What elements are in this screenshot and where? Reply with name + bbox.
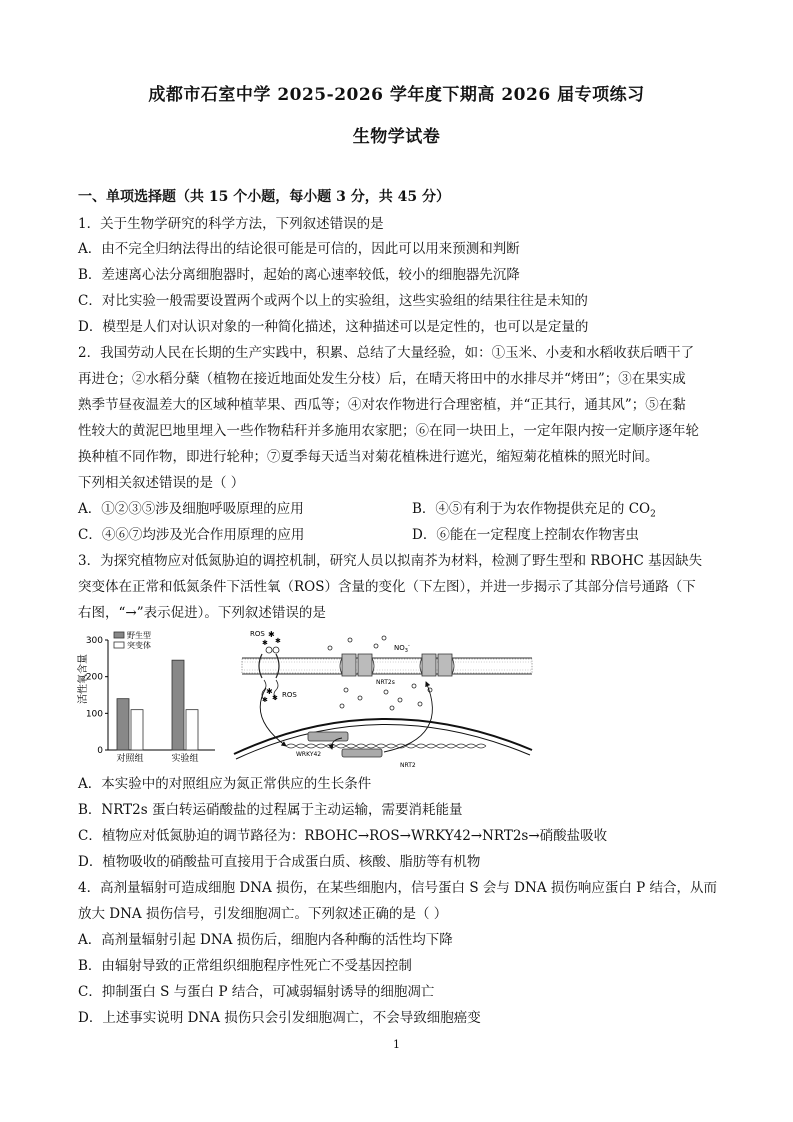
- q4-option-d: D．上述事实说明 DNA 损伤只会引发细胞凋亡，不会导致细胞癌变: [78, 1010, 481, 1026]
- q4-option-a: A．高剂量辐射引起 DNA 损伤后，细胞内各种酶的活性均下降: [78, 932, 453, 948]
- x-category-label: 对照组: [116, 754, 144, 764]
- q3-stem-2: 突变体在正常和低氮条件下活性氧（ROS）含量的变化（下左图），并进一步揭示了其部分信号通路（下: [78, 579, 696, 595]
- q1-option-a: A．由不完全归纳法得出的结论很可能是可信的，因此可以用来预测和判断: [78, 241, 520, 257]
- q2-question: 下列相关叙述错误的是（ ）: [78, 475, 245, 491]
- y-tick-label: 200: [85, 672, 103, 683]
- q2-option-b: B．④⑤有利于为农作物提供充足的 $CO_2$: [412, 501, 656, 520]
- q2-stem-5: 换种植不同作物，即进行轮种；⑦夏季每天适当对菊花植株进行遮光，缩短菊花植株的照光时间。: [78, 449, 659, 465]
- wrky42-gene: [308, 732, 348, 741]
- ros-star-icon: ✱: [262, 696, 268, 704]
- q4-option-c: C．抑制蛋白 S 与蛋白 P 结合，可减弱辐射诱导的细胞凋亡: [78, 984, 435, 1000]
- q4-stem-2: 放大 DNA 损伤信号，引发细胞凋亡。下列叙述正确的是（ ）: [78, 906, 448, 922]
- q1-option-c: C．对比实验一般需要设置两个或两个以上的实验组，这些实验组的结果往往是未知的: [78, 293, 588, 309]
- legend-swatch: [114, 642, 124, 648]
- ros-star-icon: ✱: [268, 630, 275, 639]
- q2-option-c: C．④⑥⑦均涉及光合作用原理的应用: [78, 527, 305, 543]
- q3-option-c: C．植物应对低氮胁迫的调节路径为：RBOHC→ROS→WRKY42→NRT2s→硝酸盐吸收: [78, 828, 608, 844]
- q1-option-d: D．模型是人们对认识对象的一种简化描述，这种描述可以是定性的，也可以是定量的: [78, 319, 589, 335]
- q3-stem-3: 右图，“→”表示促进）。下列叙述错误的是: [78, 605, 326, 621]
- q2-stem-4: 性较大的黄泥巴地里埋入一些作物秸秆并多施用农家肥；⑥在同一块田上，一定年限内按一定顺序逐年轮: [78, 423, 699, 439]
- ros-star-icon: ✱: [272, 694, 278, 702]
- arrow-nrt2-to-nrt2s: [384, 682, 432, 752]
- nrt2s-transporter: [420, 654, 454, 676]
- q2-option-a: A．①②③⑤涉及细胞呼吸原理的应用: [78, 501, 304, 517]
- legend-swatch: [114, 632, 124, 638]
- wrky42-label: WRKY42: [296, 751, 322, 758]
- q1-option-b: B．差速离心法分离细胞器时，起始的离心速率较低，较小的细胞器先沉降: [78, 267, 520, 283]
- no3-label: $NO_3^-$: [394, 643, 410, 654]
- dna-strand: [286, 744, 486, 748]
- q3-stem-1: 3．为探究植物应对低氮胁迫的调控机制，研究人员以拟南芥为材料，检测了野生型和 RBOHC 基因缺失: [78, 553, 703, 569]
- legend-label: 突变体: [127, 641, 151, 650]
- legend-label: 野生型: [127, 631, 151, 640]
- nrt2-label: NRT2: [400, 762, 416, 769]
- q4-option-b: B．由辐射导致的正常组织细胞程序性死亡不受基因控制: [78, 958, 412, 974]
- bar-mutant: [131, 710, 143, 750]
- nrt2s-label: NRT2s: [376, 679, 395, 686]
- ros-star-icon: ✱: [262, 639, 268, 647]
- cell-membrane: [242, 658, 532, 674]
- y-tick-label: 100: [85, 709, 103, 720]
- q3-figure-svg: [80, 628, 700, 770]
- ros-star-icon: ✱: [266, 687, 273, 696]
- q2-option-d: D．⑥能在一定程度上控制农作物害虫: [412, 527, 639, 543]
- q3-option-b: B．NRT2s 蛋白转运硝酸盐的过程属于主动运输，需要消耗能量: [78, 802, 463, 818]
- q2-stem-1: 2．我国劳动人民在长期的生产实践中，积累、总结了大量经验，如：①玉米、小麦和水稻收获后晒干了: [78, 345, 695, 361]
- q3-figure: [80, 628, 700, 774]
- x-category-label: 实验组: [171, 754, 199, 764]
- q3-option-a: A．本实验中的对照组应为氮正常供应的生长条件: [78, 776, 372, 792]
- q1-stem: 1．关于生物学研究的科学方法，下列叙述错误的是: [78, 216, 384, 232]
- y-tick-label: 300: [85, 636, 103, 646]
- q3-option-d: D．植物吸收的硝酸盐可直接用于合成蛋白质、核酸、脂肪等有机物: [78, 854, 481, 870]
- signaling-diagram: [234, 630, 532, 769]
- bar-mutant: [186, 710, 198, 750]
- paper-title: 成都市石室中学 2025-2026 学年度下期高 2026 届专项练习: [148, 85, 645, 105]
- page-number: 1: [393, 1038, 400, 1051]
- ros-label-mid: ROS: [282, 691, 297, 699]
- bar-wildtype: [117, 699, 129, 750]
- paper-subtitle: 生物学试卷: [352, 127, 441, 147]
- ros-star-icon: ✱: [275, 637, 281, 645]
- ros-label-top: ROS: [250, 630, 265, 638]
- section-heading: 一、单项选择题（共 15 个小题，每小题 3 分，共 45 分）: [78, 189, 450, 205]
- bar-chart: [76, 630, 215, 764]
- y-axis-label: 活性氧含量: [78, 654, 89, 704]
- nrt2-gene: [342, 749, 382, 757]
- y-tick-label: 0: [97, 746, 103, 756]
- bar-wildtype: [172, 660, 184, 750]
- q4-stem-1: 4．高剂量辐射可造成细胞 DNA 损伤，在某些细胞内，信号蛋白 S 会与 DNA 损伤响应蛋白 P 结合，从而: [78, 880, 718, 896]
- q2-stem-2: 再进仓；②水稻分蘖（植物在接近地面处发生分枝）后，在晴天将田中的水排尽并“烤田”；③在果实成: [78, 371, 686, 387]
- q2-stem-3: 熟季节昼夜温差大的区域种植苹果、西瓜等；④对农作物进行合理密植，并“正其行，通其风”；⑤在黏: [78, 397, 686, 413]
